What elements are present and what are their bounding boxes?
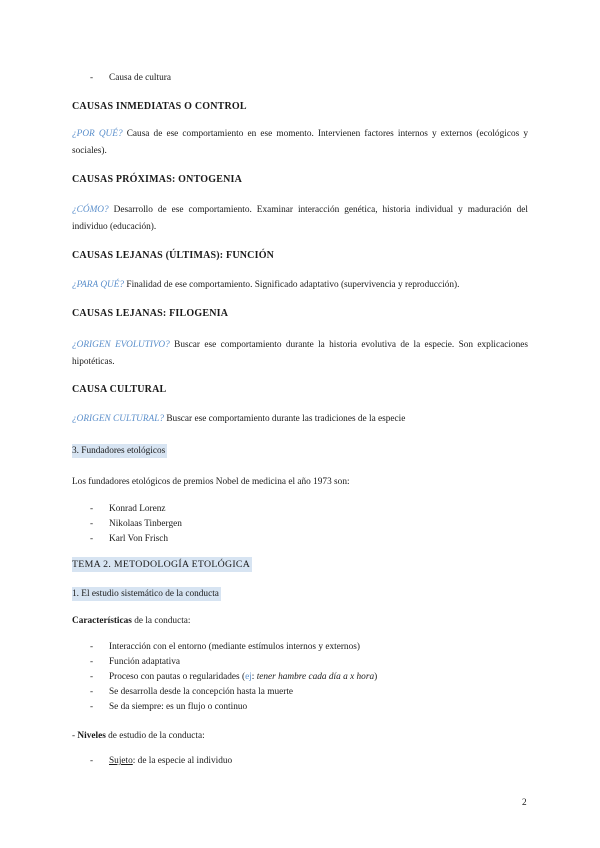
question-label: ¿CÓMO? <box>72 205 109 215</box>
bullet-dash: - <box>90 687 94 697</box>
list-item: Causa de cultura <box>109 73 171 83</box>
question-label: ¿ORIGEN CULTURAL? <box>72 414 165 424</box>
section-heading: CAUSAS PRÓXIMAS: ONTOGENIA <box>72 174 243 185</box>
section-heading: CAUSAS LEJANAS: FILOGENIA <box>72 308 229 319</box>
section-heading: CAUSAS INMEDIATAS O CONTROL <box>72 101 247 112</box>
subsection-heading: 3. Fundadores etológicos <box>72 446 166 456</box>
chapter-title: TEMA 2. METODOLOGÍA ETOLÓGICA <box>72 559 251 570</box>
paragraph-text: Desarrollo de ese comportamiento. Examinar interacción genética, historia individual y maduración del individuo (educación). <box>72 205 528 232</box>
bullet-dash: - <box>90 519 94 529</box>
bullet-dash: - <box>90 534 94 544</box>
list-item: Nikolaas Tinbergen <box>109 519 182 529</box>
list-item: Función adaptativa <box>109 657 180 667</box>
bullet-dash: - <box>90 657 94 667</box>
list-item: Se da siempre: es un flujo o continuo <box>109 702 248 712</box>
list-item: Interacción con el entorno (mediante estímulos internos y externos) <box>109 642 360 652</box>
bullet-dash: - <box>90 642 94 652</box>
paragraph-text: Buscar ese comportamiento durante la historia evolutiva de la especie. Son explicaciones hipotéticas. <box>72 340 529 367</box>
paragraph-text: Finalidad de ese comportamiento. Significado adaptativo (supervivencia y reproducción). <box>124 280 460 290</box>
subsection-heading: 1. El estudio sistemático de la conducta <box>72 589 219 599</box>
bullet-dash: - <box>90 504 94 514</box>
list-item: Konrad Lorenz <box>109 504 166 514</box>
section-heading: CAUSAS LEJANAS (ÚLTIMAS): FUNCIÓN <box>72 250 275 261</box>
list-item: Karl Von Frisch <box>109 534 169 544</box>
bullet-dash: - <box>90 73 94 83</box>
bullet-dash: - <box>90 756 94 766</box>
niveles-line: - Niveles de estudio de la conducta: <box>72 731 205 741</box>
section-paragraph <box>72 337 528 371</box>
list-item: Proceso con pautas o regularidades (ej: tener hambre cada día a x hora) <box>109 672 378 682</box>
section-heading: CAUSA CULTURAL <box>72 384 167 395</box>
section-paragraph <box>72 411 528 428</box>
question-label: ¿POR QUÉ? <box>72 129 123 139</box>
page-number: 2 <box>522 798 527 808</box>
paragraph-text: Buscar ese comportamiento durante las tradiciones de la especie <box>164 414 406 424</box>
list-item: Se desarrolla desde la concepción hasta la muerte <box>109 687 294 697</box>
paragraph-text: Los fundadores etológicos de premios Nobel de medicina el año 1973 son: <box>72 477 350 487</box>
question-label: ¿ORIGEN EVOLUTIVO? <box>72 340 170 350</box>
section-paragraph <box>72 277 528 294</box>
caracteristicas-line: Características de la conducta: <box>72 616 191 626</box>
section-paragraph <box>72 202 528 236</box>
bullet-dash: - <box>90 702 94 712</box>
section-paragraph <box>72 126 528 160</box>
list-item: Sujeto: de la especie al individuo <box>109 756 233 766</box>
paragraph-text: Causa de ese comportamiento en ese momento. Intervienen factores internos y externos (ecológicos y sociales). <box>72 129 528 156</box>
question-label: ¿PARA QUÉ? <box>72 280 125 290</box>
bullet-dash: - <box>90 672 94 682</box>
